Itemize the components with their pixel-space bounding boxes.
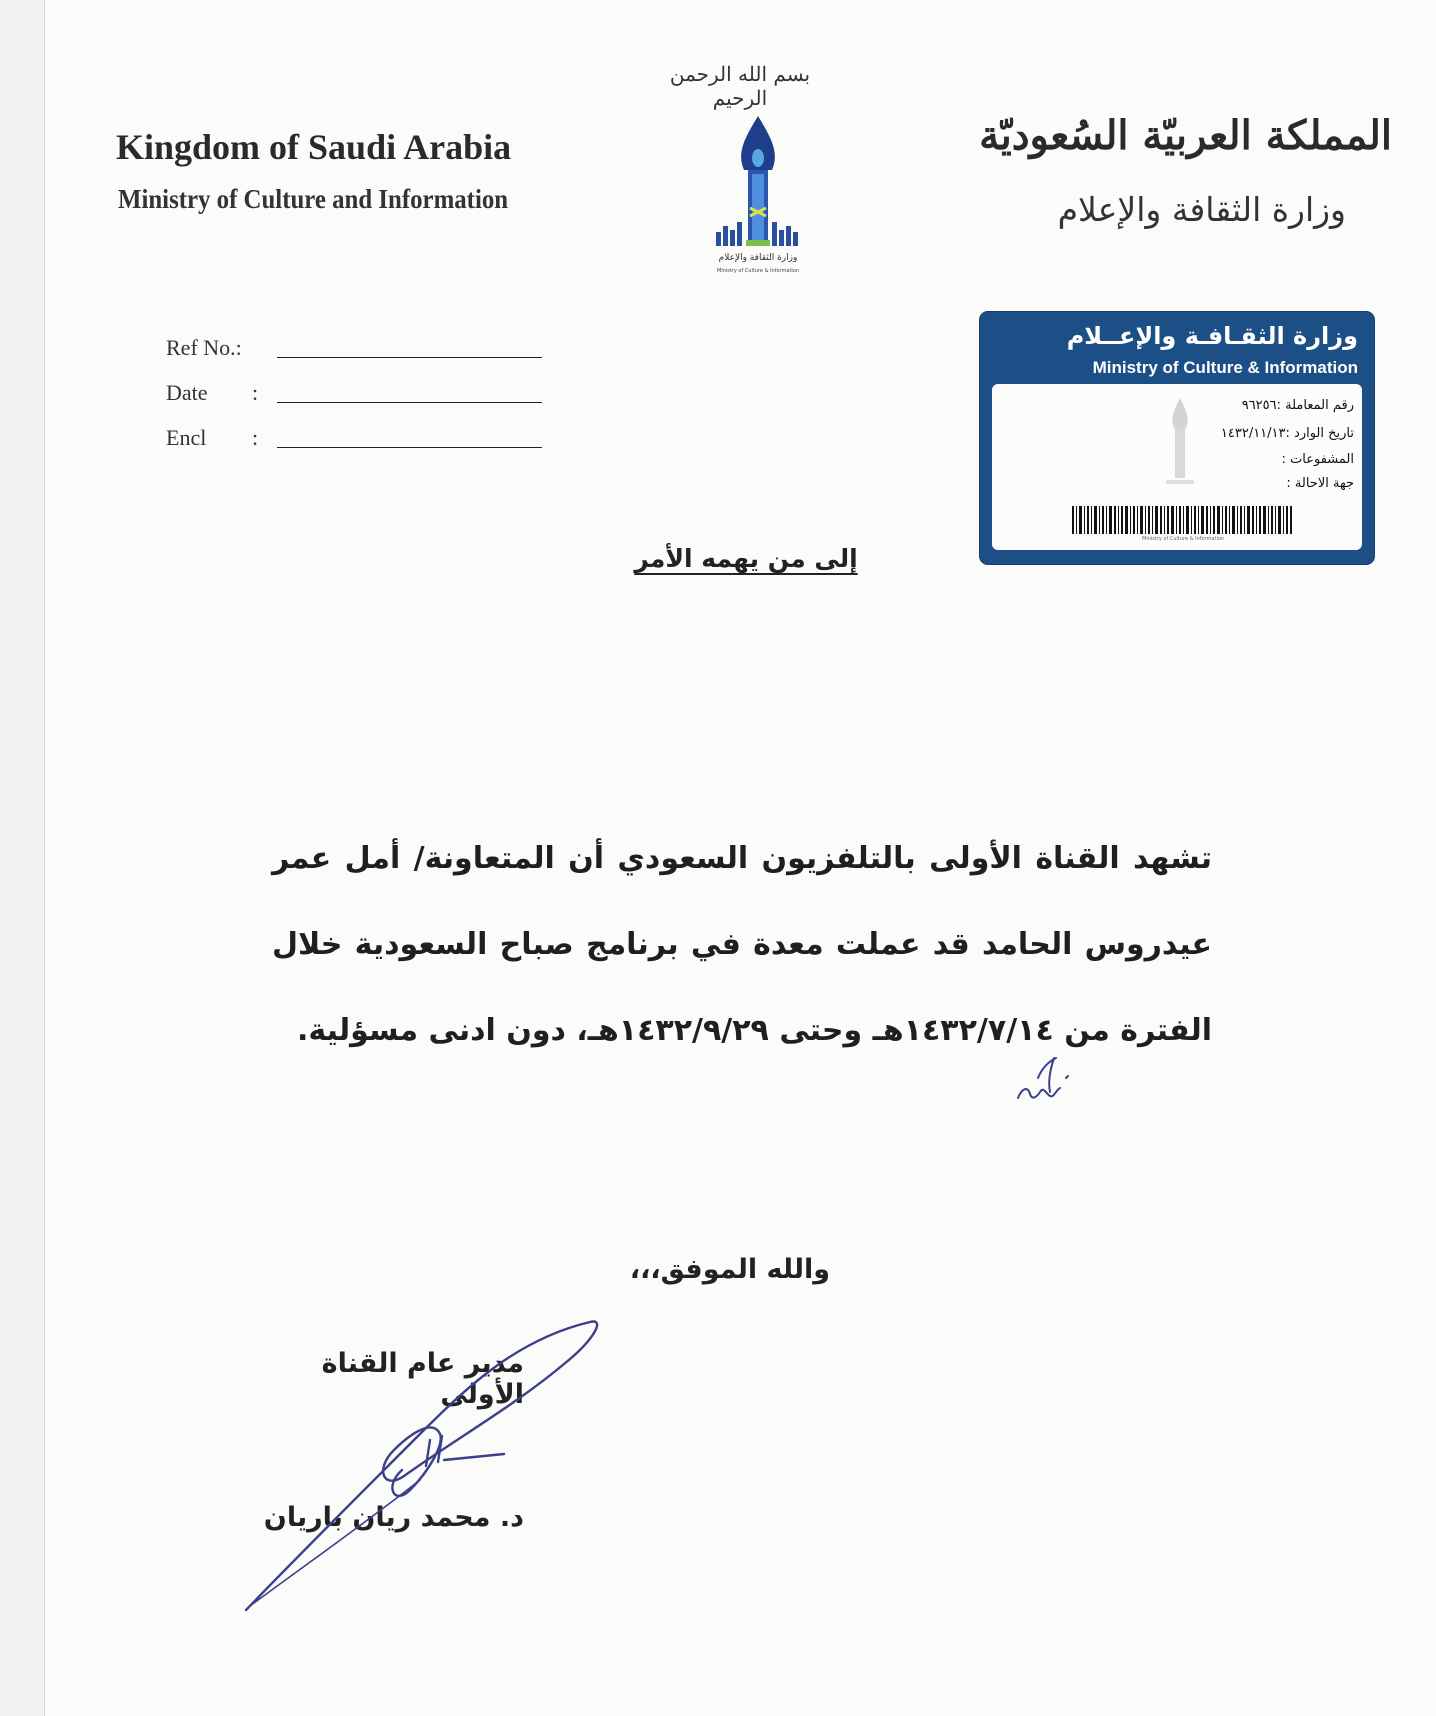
- logo-caption-ar: وزارة الثقافة والإعلام: [718, 253, 798, 263]
- handwritten-initials-icon: [1010, 1048, 1080, 1114]
- signatory-name: د. محمد ريان باريان: [263, 1502, 524, 1533]
- stamp-attachments: المشفوعات :: [1281, 452, 1354, 467]
- kingdom-title-ar: المملكة العربيّة السُعوديّة: [979, 112, 1392, 159]
- kingdom-title-en: Kingdom of Saudi Arabia: [116, 127, 512, 167]
- barcode-caption: Ministry of Culture & Information: [1142, 536, 1225, 542]
- page-edge: [44, 0, 45, 1716]
- subject-heading: إلى من يهمه الأمر: [634, 544, 858, 573]
- logo-caption-en: Ministry of Culture & Information: [716, 268, 800, 274]
- closing-phrase: والله الموفق،،،: [629, 1254, 831, 1285]
- ministry-logo-icon: [706, 112, 810, 288]
- stamp-transaction-no: رقم المعاملة :٩٦٢٥٦: [1241, 398, 1354, 413]
- stamp-ministry-en: Ministry of Culture & Information: [1092, 358, 1358, 377]
- stamp-watermark-icon: [1160, 396, 1200, 496]
- ministry-title-ar: وزارة الثقافة والإعلام: [1057, 190, 1346, 229]
- date-line: [277, 402, 542, 403]
- certificate-body: تشهد القناة الأولى بالتلفزيون السعودي أن المتعاونة/ أمل عمر عيدروس الحامد قد عملت معدة في برنامج صباح السعودية خلال الفترة من ١٤٣٢/٧/١٤هـ وحتى ١٤٣٢/٩/٢٩هـ، دون ادنى مسؤلية.: [272, 841, 1212, 1048]
- stamp-ministry-ar: وزارة الثقـافـة والإعــلام: [1066, 322, 1358, 350]
- ministry-title-en: Ministry of Culture and Information: [118, 184, 509, 214]
- signatory-title: مدير عام القناة الأولى: [321, 1348, 524, 1410]
- ref-no-line: [277, 357, 542, 358]
- signature-icon: [234, 1310, 614, 1630]
- encl-colon: :: [252, 425, 259, 450]
- bismillah: بسم الله الرحمن الرحيم: [669, 62, 811, 110]
- date-colon: :: [252, 380, 259, 405]
- stamp-card: [992, 384, 1362, 550]
- barcode-icon: [1072, 506, 1292, 534]
- date-label: Date: [166, 380, 208, 405]
- incoming-stamp: [980, 312, 1374, 564]
- stamp-referral: جهة الاحالة :: [1286, 476, 1354, 491]
- encl-line: [277, 447, 542, 448]
- encl-label: Encl: [166, 425, 207, 450]
- ref-no-label: Ref No.:: [166, 335, 242, 360]
- stamp-incoming-date: تاريخ الوارد :١٤٣٢/١١/١٣: [1220, 426, 1354, 441]
